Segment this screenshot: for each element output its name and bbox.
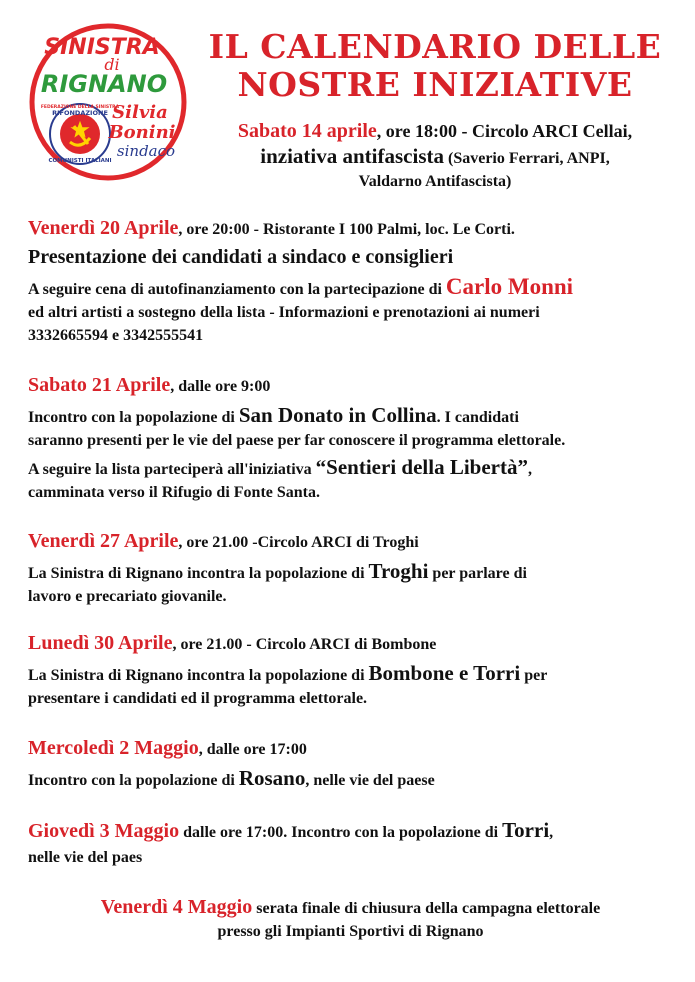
event-date: Sabato 14 aprile xyxy=(237,120,377,142)
event-date: Mercoledì 2 Maggio xyxy=(28,737,199,759)
event-venerdi-27-aprile xyxy=(28,528,673,608)
event-date: Sabato 21 Aprile xyxy=(28,374,171,396)
logo-ring-bottom: COMUNISTI ITALIANI xyxy=(48,158,112,164)
event-details: , dalle ore 9:00 xyxy=(170,378,271,395)
event-details: dalle ore 17:00. Incontro con la popolazione di xyxy=(179,824,503,841)
event-text: Incontro con la popolazione di xyxy=(28,772,239,789)
event-details: , ore 20:00 - Ristorante I 100 Palmi, loc. Le Corti. xyxy=(178,221,515,238)
event-date: Venerdì 27 Aprile xyxy=(28,530,179,552)
event-text: La Sinistra di Rignano incontra la popolazione di xyxy=(28,565,369,582)
title-line-2: NOSTRE INIZIATIVE xyxy=(237,65,633,104)
event-highlight: Rosano xyxy=(238,766,306,790)
event-text: per parlare di xyxy=(428,565,527,582)
event-highlight: Carlo Monni xyxy=(445,274,574,299)
event-date: Venerdì 20 Aprile xyxy=(28,217,179,239)
event-details: , ore 21.00 - Circolo ARCI di Bombone xyxy=(172,636,437,653)
event-highlight: San Donato in Collina xyxy=(238,403,437,427)
title-line-1: IL CALENDARIO DELLE xyxy=(208,27,662,66)
party-logo xyxy=(28,22,188,182)
event-details: serata finale di chiusura della campagna elettorale xyxy=(252,900,601,917)
event-subtitle-extra: (Saverio Ferrari, ANPI, xyxy=(444,150,610,167)
event-giovedi-3-maggio xyxy=(28,817,673,869)
event-venerdi-20-aprile xyxy=(28,215,673,347)
event-sabato-21-aprile xyxy=(28,372,673,504)
event-text: lavoro e precariato giovanile. xyxy=(28,588,227,605)
event-subtitle: Presentazione dei candidati a sindaco e consiglieri xyxy=(28,246,454,268)
event-text: , nelle vie del paese xyxy=(305,772,435,789)
event-text: A seguire cena di autofinanziamento con la partecipazione di xyxy=(28,281,446,298)
event-venerdi-4-maggio xyxy=(28,895,673,943)
event-text: , xyxy=(527,461,532,478)
event-text: La Sinistra di Rignano incontra la popolazione di xyxy=(28,667,369,684)
event-subtitle: inziativa antifascista xyxy=(260,144,444,168)
event-text: nelle vie del paes xyxy=(28,849,143,866)
event-text: presentare i candidati ed il programma elettorale. xyxy=(28,690,368,707)
event-text: ed altri artisti a sostegno della lista - Informazioni e prenotazioni ai numeri xyxy=(28,304,540,321)
event-phone-numbers: 3332665594 e 3342555541 xyxy=(28,327,204,344)
logo-text-sinistra: SINISTRA xyxy=(44,35,160,60)
logo-text-di: di xyxy=(104,55,120,74)
event-text: presso gli Impianti Sportivi di Rignano xyxy=(217,923,484,940)
event-text: A seguire la lista parteciperà all'iniziativa xyxy=(28,461,316,478)
event-text: saranno presenti per le vie del paese per far conoscere il programma elettorale. xyxy=(28,432,566,449)
logo-candidate-last: Bonini xyxy=(108,122,176,143)
event-subtitle-extra-2: Valdarno Antifascista) xyxy=(358,173,512,190)
logo-ring-inner: RIFONDAZIONE xyxy=(52,109,108,117)
event-date: Venerdì 4 Maggio xyxy=(100,896,253,918)
event-highlight: Bombone e Torri xyxy=(368,661,521,685)
event-highlight: Torri xyxy=(502,818,550,842)
event-mercoledi-2-maggio xyxy=(28,735,673,792)
event-text: per xyxy=(520,667,548,684)
logo-candidate-role: sindaco xyxy=(116,142,176,160)
event-highlight: “Sentieri della Libertà” xyxy=(315,455,528,479)
logo-candidate-first: Silvia xyxy=(112,102,168,123)
event-date: Lunedì 30 Aprile xyxy=(28,632,173,654)
event-lunedi-30-aprile xyxy=(28,630,673,710)
event-highlight: Troghi xyxy=(368,559,429,583)
event-details: , ore 18:00 - Circolo ARCI Cellai, xyxy=(376,121,633,141)
event-sabato-14-aprile xyxy=(190,118,680,193)
event-date: Giovedì 3 Maggio xyxy=(28,820,180,842)
event-text: Incontro con la popolazione di xyxy=(28,409,239,426)
event-details: , xyxy=(549,824,554,841)
event-details: , dalle ore 17:00 xyxy=(198,741,307,758)
logo-text-rignano: RIGNANO xyxy=(40,70,168,98)
event-text: camminata verso il Rifugio di Fonte Santa. xyxy=(28,484,320,501)
logo-ring-top: FEDERAZIONE DELLA SINISTRA xyxy=(40,105,120,110)
page-title xyxy=(200,28,670,104)
event-text: . I candidati xyxy=(436,409,519,426)
event-details: , ore 21.00 -Circolo ARCI di Troghi xyxy=(178,534,419,551)
